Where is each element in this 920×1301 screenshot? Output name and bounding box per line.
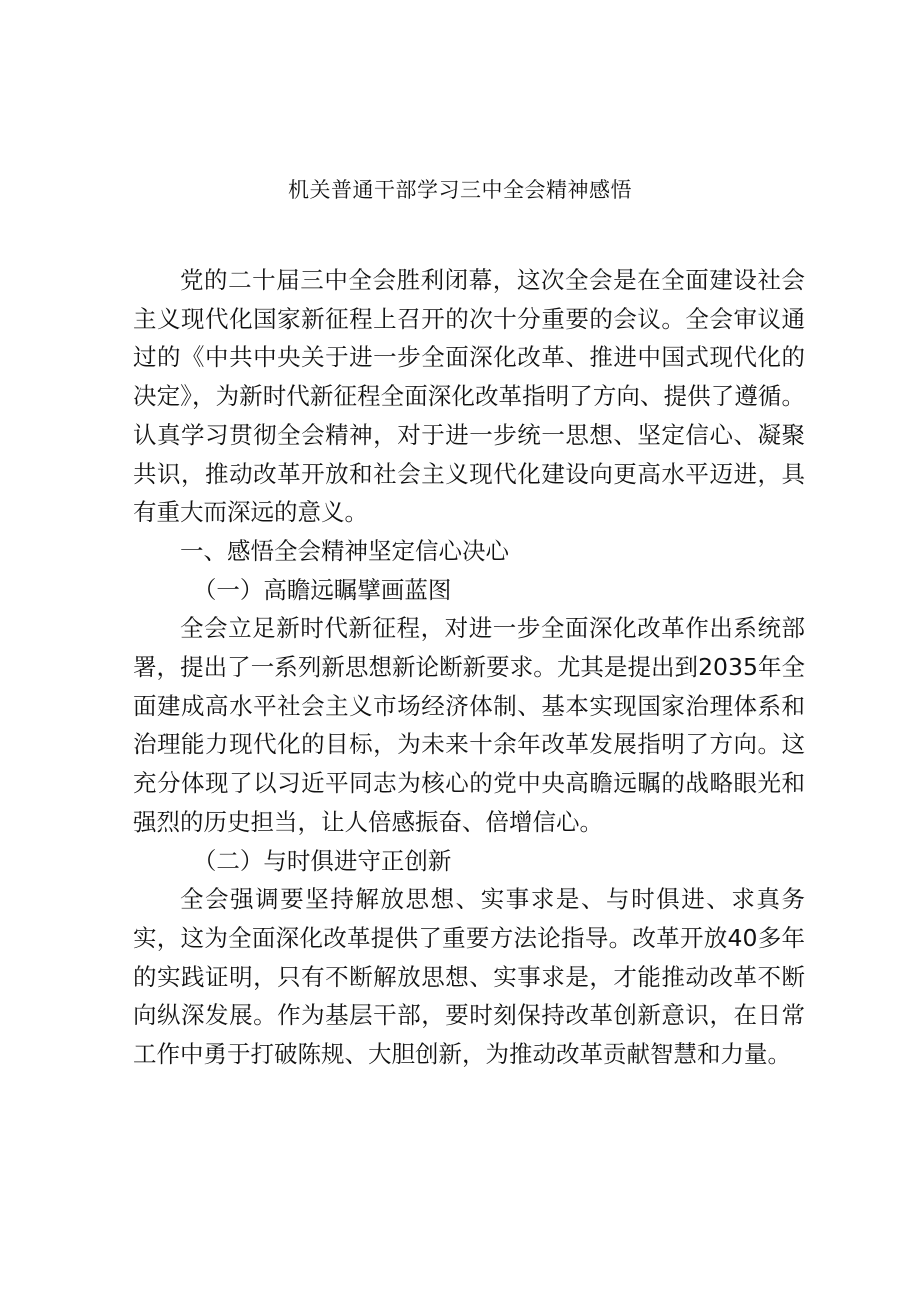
document-title: 机关普通干部学习三中全会精神感悟 (288, 178, 632, 202)
subsection-heading-2: （二）与时俱进守正创新 (192, 846, 452, 875)
document-body (133, 261, 805, 1074)
section-heading-1: 一、感悟全会精神坚定信心决心 (180, 536, 509, 565)
subsection-paragraph-2: 全会强调要坚持解放思想、实事求是、与时俱进、求真务实，这为全面深化改革提供了重要方法论指导。改革开放40多年的实践证明，只有不断解放思想、实事求是，才能推动改革不断向纵深发展。作为基层干部，要时刻保持改革创新意识，在日常工作中勇于打破陈规、大胆创新，为推动改革贡献智慧和力量。 (133, 885, 805, 1069)
subsection-paragraph-1: 全会立足新时代新征程，对进一步全面深化改革作出系统部署，提出了一系列新思想新论断新要求。尤其是提出到2035年全面建成高水平社会主义市场经济体制、基本实现国家治理体系和治理能力现代化的目标，为未来十余年改革发展指明了方向。这充分体现了以习近平同志为核心的党中央高瞻远瞩的战略眼光和强烈的历史担当，让人倍感振奋、倍增信心。 (133, 614, 805, 836)
subsection-heading-1: （一）高瞻远瞩擘画蓝图 (192, 575, 452, 604)
intro-paragraph: 党的二十届三中全会胜利闭幕，这次全会是在全面建设社会主义现代化国家新征程上召开的次十分重要的会议。全会审议通过的《中共中央关于进一步全面深化改革、推进中国式现代化的决定》，为新时代新征程全面深化改革指明了方向、提供了遵循。认真学习贯彻全会精神，对于进一步统一思想、坚定信心、凝聚共识，推动改革开放和社会主义现代化建设向更高水平迈进，具有重大而深远的意义。 (133, 266, 805, 527)
